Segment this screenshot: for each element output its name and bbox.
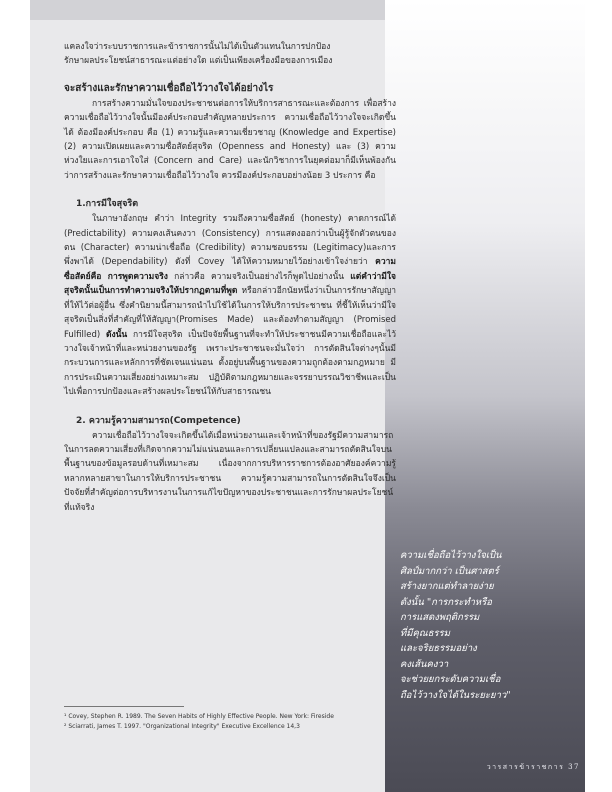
pull-quote	[400, 548, 550, 703]
document-page	[30, 0, 585, 792]
integrity-text-c: กล่าวคือ ความจริงเป็นอย่างไรก็พูดไปอย่างนั้น	[174, 271, 345, 282]
integrity-bold-a: ความซื่อสัตย์คือ การพูดความจริง	[64, 257, 396, 282]
intro-line-1: แคลงใจว่าระบบราชการและข้าราชการนั้นไม่ได้เป็นตัวแทนในการปกป้อง	[64, 42, 331, 52]
footnote-1: ¹ Covey, Stephen R. 1989. The Seven Habits of Highly Effective People. New York: Fireside	[64, 713, 334, 720]
integrity-text-g: การมีใจสุจริต เป็นปัจจัยพื้นฐานที่จะทำให้ประชาชนมีความเชื่อถือและไว้วางใจเจ้าหน้าที่และหน่วยงานของรัฐ เพราะประชาชนจะมั่นใจว่า การตัดสินใจต่างๆนั้นมีกระบวนการและหลักการที่ชัดเจนแน่นอน ตั้งอยู่บนพื้นฐานของความถูกต้องตามกฎหมาย มีการประเมินความเสี่ยงอย่างเหมาะสม ปฏิบัติตามกฎหมายและจรรยาบรรณวิชาชีพและเป็นไปเพื่อการปกป้องและสร้างผลประโยชน์ให้กับสาธารณชน	[64, 329, 397, 398]
quote-line: การแสดงพฤติกรรม	[400, 612, 480, 623]
section-heading: จะสร้างและรักษาความเชื่อถือไว้วางใจได้อย่างไร	[64, 82, 274, 94]
integrity-bold-b: แต่คำว่ามีใจสุจริตนั้นเป็นการทำความจริงให้ปรากฏตามที่พูด	[64, 271, 396, 297]
quote-line: ความเชื่อถือไว้วางใจเป็น	[400, 550, 502, 561]
quote-line: ดังนั้น "การกระทำหรือ	[400, 596, 492, 608]
quote-line: ที่มีคุณธรรม	[400, 627, 450, 639]
quote-line: สร้างยากแต่ทำลายง่าย	[400, 581, 494, 592]
quote-line: ถือไว้วางใจได้ในระยะยาว"	[400, 689, 511, 701]
subheading-integrity: 1.การมีใจสุจริต	[76, 199, 139, 210]
intro-line-2: รักษาผลประโยชน์สาธารณะแต่อย่างใด แต่เป็นเพียงเครื่องมือของการเมือง	[64, 56, 333, 67]
footnote-2: ² Sciarrati, James T. 1997. "Organizational Integrity" Executive Excellence 14,3	[64, 723, 300, 730]
section-body: การสร้างความมั่นใจของประชาชนต่อการให้บริการสาธารณะและต้องการ เพื่อสร้างความเชื่อถือไว้วางใจนั้นมีองค์ประกอบสำคัญหลายประการ ความเชื่อถือไว้วางใจจะเกิดขึ้นได้ ต้องมีองค์ประกอบ คือ (1) ความรู้และความเชี่ยวชาญ (Knowledge and Expertise) (2) ความเปิดเผยและความซื่อสัตย์สุจริต (Openness and Honesty) และ (3) ความห่วงใยและการเอาใจใส่ (Concern and Care) และนักวิชาการในยุคต่อมาก็มีเห็นพ้องกันว่าการสร้างและรักษาความเชื่อถือไว้วางใจ ควรมีองค์ประกอบอย่างน้อย 3 ประการ คือ	[64, 98, 396, 181]
integrity-text-e: หรือกล่าวอีกนัยหนึ่งว่าเป็นการรักษาสัญญา ที่ให้ไว้ต่อผู้อื่น ซึ่งคำนิยามนี้สามารถนำไปใช้ได้ในการให้บริการประชาชน ที่ชี้ให้เห็นว่ามีใจสุจริตเป็นสิ่งที่สำคัญที่ให้สัญญา(Promises Made) และต้องทำตามสัญญา (Promised Fulfilled)	[64, 286, 396, 340]
main-column	[64, 40, 396, 515]
integrity-bold-c: ดังนั้น	[105, 329, 128, 340]
quote-line: ศิลป์มากกว่า เป็นศาสตร์	[400, 565, 499, 577]
integrity-text-a: ในภาษาอังกฤษ คำว่า Integrity รวมถึงความซื่อสัตย์ (honesty) คาดการณ์ได้ (Predictability) ความคงเส้นคงวา (Consistency) การแสดงออกว่าเป็นผู้รู้จักตัวตนของตน (Character) ความน่าเชื่อถือ (Credibility) ความชอบธรรม (Legitimacy)และการพึ่งพาได้ (Dependability) ดังที่ Covey ได้ให้ความหมายไว้อย่างเข้าใจง่ายว่า	[64, 214, 396, 268]
subheading-competence: 2. ความรู้ความสามารถ(Competence)	[76, 415, 241, 426]
quote-line: คงเส้นคงวา	[400, 658, 449, 670]
quote-line: และจริยธรรมอย่าง	[400, 643, 477, 654]
paragraph-integrity	[64, 212, 396, 399]
paragraph-competence: ความเชื่อถือไว้วางใจจะเกิดขึ้นได้เมื่อหน่วยงานและเจ้าหน้าที่ของรัฐมีความสามารถในการลดความเสี่ยงที่เกิดจากความไม่แน่นอนและการเปลี่ยนแปลงและสามารถตัดสินใจบนพื้นฐานของข้อมูลรอบด้านที่เหมาะสม เนื่องจากการบริหารราชการต้องอาศัยองค์ความรู้หลากหลายสาขาในการให้บริการประชาชน ความรู้ความสามารถในการตัดสินใจจึงเป็นปัจจัยที่สำคัญต่อการบริหารงานในการแก้ไขปัญหาของประชาชนและการรักษาผลประโยชน์ที่แท้จริง	[64, 430, 396, 513]
page-footer: วารสารข้าราชการ 37	[486, 763, 580, 771]
footnote-rule	[64, 706, 184, 707]
quote-line: จะช่วยยกระดับความเชื่อ	[400, 674, 501, 685]
